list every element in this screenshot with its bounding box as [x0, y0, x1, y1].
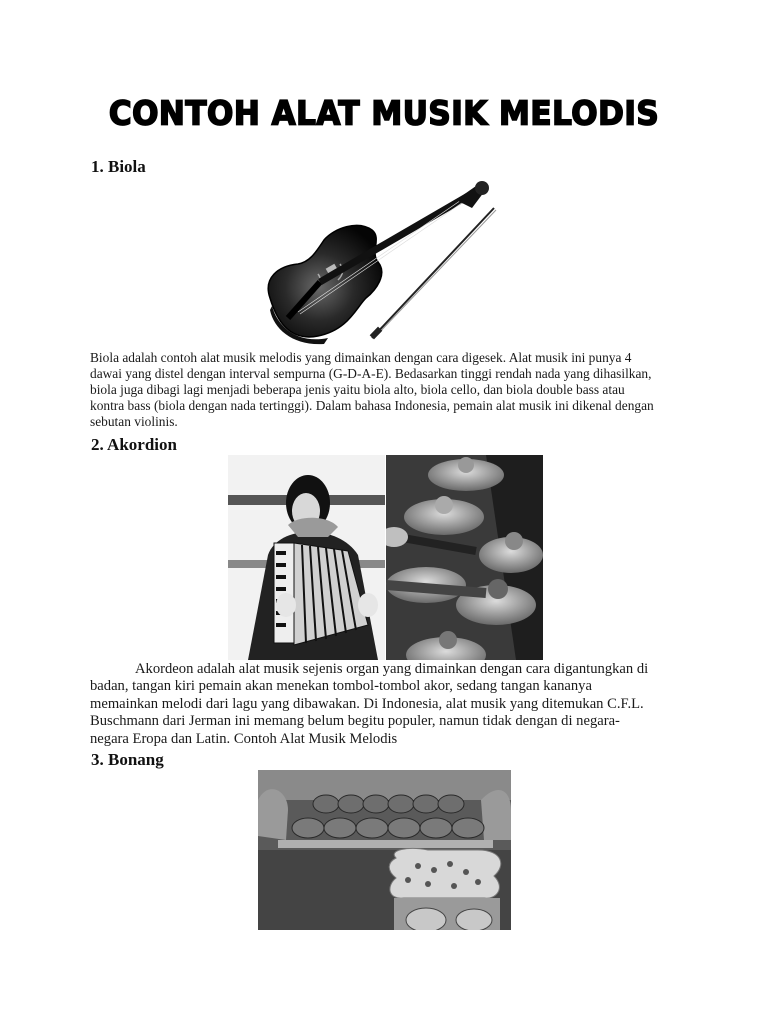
- violin-image: [258, 178, 512, 345]
- section-heading-biola: 1. Biola: [91, 157, 146, 176]
- paragraph-line: badan, tangan kiri pemain akan menekan tombol-tombol akor, sedang tangan kananya: [90, 678, 592, 695]
- section-heading-akordion: 2. Akordion: [91, 435, 177, 454]
- paragraph-line: Buschmann dari Jerman ini memang belum begitu populer, namun tidak dengan di negara-: [90, 713, 620, 730]
- paragraph-line: kontra bass (biola dengan nada tertinggi). Dalam bahasa Indonesia, pemain alat musik ini dikenal dengan: [90, 398, 654, 413]
- paragraph-biola: [90, 350, 690, 430]
- paragraph-line: biola juga dibagi lagi menjadi beberapa jenis yaitu biola alto, biola cello, dan biola double bass atau: [90, 382, 625, 397]
- paragraph-line: Akordeon adalah alat musik sejenis organ yang dimainkan dengan cara digantungkan di: [135, 661, 649, 677]
- section-heading-bonang: 3. Bonang: [91, 750, 164, 769]
- paragraph-line: memainkan melodi dari lagu yang dibawakan. Di Indonesia, alat musik yang ditemukan C.F.L.: [90, 695, 644, 712]
- paragraph-line: Biola adalah contoh alat musik melodis yang dimainkan dengan cara digesek. Alat musik ini punya 4: [90, 350, 632, 365]
- paragraph-line: sebutan violinis.: [90, 414, 178, 429]
- accordion-player-image: [228, 455, 385, 660]
- gamelan-closeup-image: [386, 455, 543, 660]
- bonang-image: [258, 770, 511, 930]
- page-title: CONTOH ALAT MUSIK MELODIS: [108, 95, 660, 133]
- paragraph-line: dawai yang distel dengan interval sempurna (G-D-A-E). Bedasarkan tinggi rendah nada yang dihasilkan,: [90, 366, 652, 381]
- paragraph-akordion: [90, 661, 690, 748]
- paragraph-line: negara Eropa dan Latin. Contoh Alat Musik Melodis: [90, 730, 398, 747]
